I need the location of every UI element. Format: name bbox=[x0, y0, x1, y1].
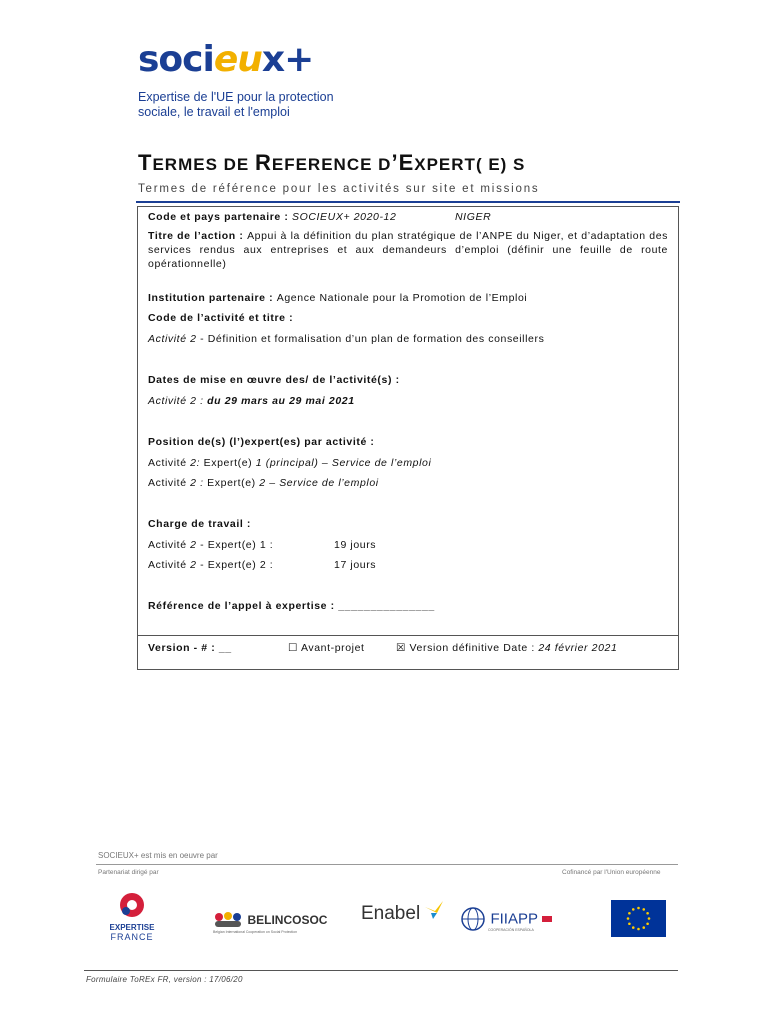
charge-2-value: 17 jours bbox=[334, 559, 377, 571]
titre-value: Appui à la définition du plan stratégique de l’ANPE du Niger, et d’adaptation des services rendus aux entreprises et aux demandeurs d’emploi (définir une feuille de route opérationnelle) bbox=[148, 230, 668, 270]
charge-1-b: 2 bbox=[190, 539, 197, 551]
position-2-d: 2 – Service de l’emploi bbox=[259, 477, 379, 489]
avant-projet-checkbox[interactable]: ☐ Avant-projet bbox=[288, 642, 365, 654]
belincosoc-logo bbox=[213, 911, 327, 934]
position-2-a: Activité bbox=[148, 477, 191, 489]
fiiapp-logo bbox=[460, 906, 552, 932]
socieux-logo bbox=[138, 40, 334, 120]
charge-row-2 bbox=[148, 558, 668, 572]
logo-text-b: x+ bbox=[261, 39, 314, 80]
institution-label: Institution partenaire : bbox=[148, 292, 277, 304]
activity-code: Activité 2 bbox=[148, 333, 197, 345]
fiiapp-subtext: COOPERACIÓN ESPAÑOLA bbox=[488, 928, 534, 932]
partners-rule bbox=[96, 864, 678, 865]
titre-label: Titre de l’action : bbox=[148, 230, 248, 242]
logo-text-eu: eu bbox=[213, 39, 262, 80]
definitive-checkbox[interactable]: ☒ Version définitive Date : bbox=[396, 642, 539, 654]
expertise-france-icon bbox=[117, 892, 147, 918]
title-part-2: EFERENCE D bbox=[271, 155, 392, 174]
code-value: SOCIEUX+ 2020-12 bbox=[291, 211, 397, 223]
charge-1-c: - Expert(e) 1 : bbox=[196, 539, 274, 551]
expertise-text-2: FRANCE bbox=[110, 932, 154, 942]
title-rule bbox=[136, 201, 680, 203]
logo-tagline-line-1: Expertise de l'UE pour la protection bbox=[138, 90, 334, 104]
position-row-2 bbox=[148, 476, 668, 490]
eu-flag-icon bbox=[611, 900, 666, 937]
title-cap-3: ’E bbox=[391, 150, 415, 175]
enabel-bird-icon bbox=[423, 899, 445, 921]
charge-1-a: Activité bbox=[148, 539, 191, 551]
partners-title: SOCIEUX+ est mis en oeuvre par bbox=[98, 851, 218, 860]
reference-row: Référence de l’appel à expertise : _______________ bbox=[148, 600, 435, 612]
charge-1-value: 19 jours bbox=[334, 539, 377, 551]
dates-row bbox=[148, 394, 668, 408]
socieux-wordmark bbox=[138, 40, 334, 80]
position-1-c: Expert(e) bbox=[200, 457, 256, 469]
logo-tagline-line-2: sociale, le travail et l'emploi bbox=[138, 105, 290, 119]
belincosoc-icon bbox=[213, 911, 243, 929]
dates-activity: Activité 2 : bbox=[148, 395, 208, 407]
position-label: Position de(s) (l’)expert(es) par activité : bbox=[148, 436, 375, 448]
eu-flag-logo bbox=[611, 900, 666, 942]
spain-flag-icon bbox=[542, 916, 552, 922]
activity-row bbox=[148, 332, 668, 346]
activity-value: - Définition et formalisation d’un plan de formation des conseillers bbox=[196, 333, 545, 345]
dates-label: Dates de mise en œuvre des/ de l’activité(s) : bbox=[148, 374, 400, 386]
title-cap-2: R bbox=[254, 150, 272, 175]
enabel-text: Enabel bbox=[361, 903, 421, 924]
activity-label: Code de l’activité et titre : bbox=[148, 312, 294, 324]
version-separator bbox=[138, 635, 678, 636]
position-1-b: 2: bbox=[190, 457, 201, 469]
expertise-france-logo bbox=[102, 892, 162, 942]
page-title bbox=[138, 150, 525, 176]
enabel-logo bbox=[361, 903, 420, 925]
code-label: Code et pays partenaire : bbox=[148, 211, 292, 223]
page-subtitle: Termes de référence pour les activités sur site et missions bbox=[138, 183, 540, 195]
footer-rule bbox=[84, 970, 678, 971]
institution-row bbox=[148, 291, 668, 305]
position-1-d: 1 (principal) – Service de l’emploi bbox=[255, 457, 432, 469]
charge-2-a: Activité bbox=[148, 559, 191, 571]
belincosoc-text: BELINCOSOC bbox=[247, 913, 328, 927]
country-value: NIGER bbox=[455, 211, 492, 223]
footer-text: Formulaire ToREx FR, version : 17/06/20 bbox=[86, 975, 243, 984]
partners-cofunded: Cofinancé par l'Union européenne bbox=[562, 869, 661, 876]
code-row bbox=[148, 210, 668, 224]
position-2-b: 2 : bbox=[190, 477, 204, 489]
logo-tagline bbox=[138, 90, 334, 120]
version-date: 24 février 2021 bbox=[538, 642, 618, 654]
version-definitive bbox=[396, 641, 617, 655]
fiiapp-text: FIIAPP bbox=[490, 910, 538, 928]
position-1-a: Activité bbox=[148, 457, 191, 469]
position-row-1 bbox=[148, 456, 668, 470]
position-2-c: Expert(e) bbox=[203, 477, 260, 489]
info-box bbox=[137, 206, 679, 670]
charge-2-c: - Expert(e) 2 : bbox=[196, 559, 274, 571]
dates-value: du 29 mars au 29 mai 2021 bbox=[207, 395, 355, 407]
belincosoc-subtext: Belgian International Cooperation on Social Protection bbox=[213, 930, 298, 935]
title-part-4: ( E) S bbox=[475, 155, 526, 174]
title-part-1: ERMES DE bbox=[152, 155, 255, 174]
logo-text-a: soci bbox=[138, 39, 214, 80]
charge-row-1 bbox=[148, 538, 668, 552]
charge-label: Charge de travail : bbox=[148, 518, 252, 530]
charge-2-b: 2 bbox=[190, 559, 197, 571]
version-label: Version - # : __ bbox=[148, 642, 232, 654]
version-row bbox=[148, 641, 668, 655]
partners-led-by: Partenariat dirigé par bbox=[98, 869, 159, 876]
expertise-text-1: EXPERTISE bbox=[109, 923, 155, 932]
fiiapp-globe-icon bbox=[460, 906, 486, 932]
title-cap-1: T bbox=[138, 150, 153, 175]
institution-value: Agence Nationale pour la Promotion de l’Emploi bbox=[276, 292, 528, 304]
title-part-3: XPERT bbox=[414, 155, 476, 174]
titre-row bbox=[148, 229, 668, 271]
